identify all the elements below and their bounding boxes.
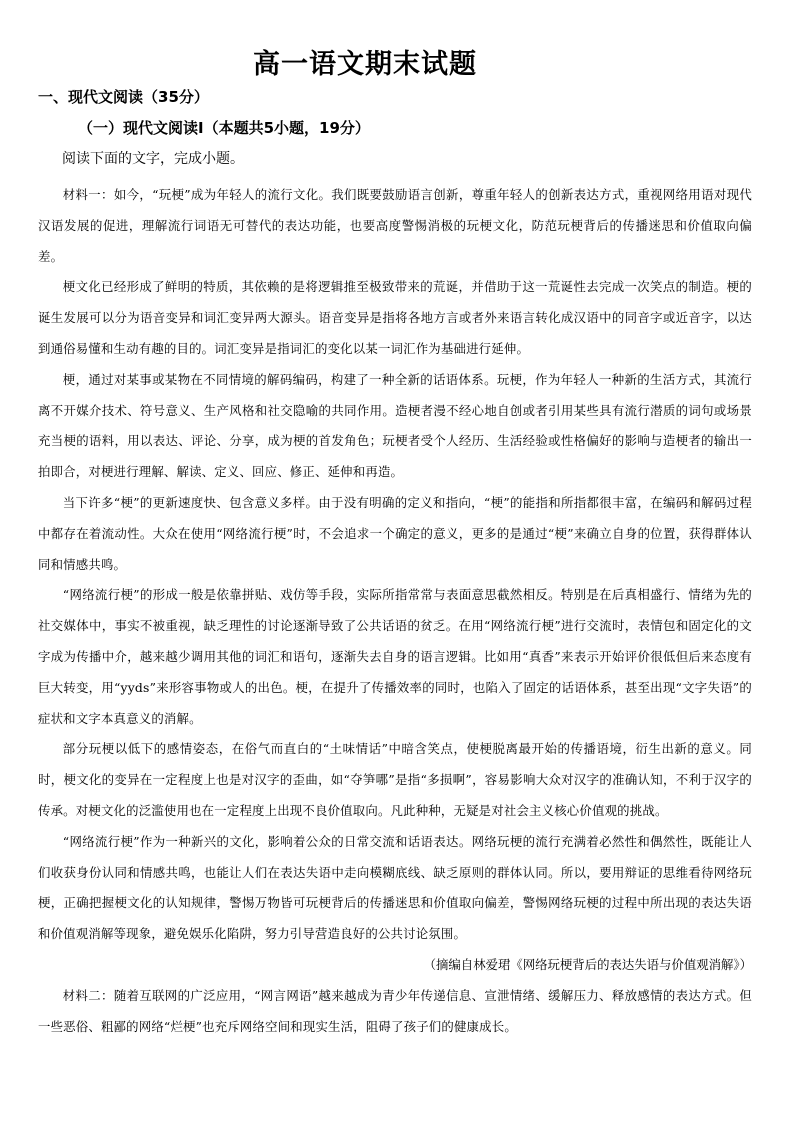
- paragraph: 材料二：随着互联网的广泛应用，“网言网语”越来越成为青少年传递信息、宣泄情绪、缓解压力、释放感情的表达方式。但一些恶俗、粗鄙的网络“烂梗”也充斥网络空间和现实生活，阻碍了孩子们的健康成长。: [38, 987, 752, 1034]
- paragraph: 梗，通过对某事或某物在不同情境的解码编码，构建了一种全新的话语体系。玩梗，作为年轻人一种新的生活方式，其流行离不开媒介技术、符号意义、生产风格和社交隐喻的共同作用。造梗者漫不经心地自创或者引用某些具有流行潜质的词句或场景充当梗的语料，用以表达、评论、分享，成为梗的首发角色；玩梗者受个人经历、生活经验或性格偏好的影响与造梗者的输出一拍即合，对梗进行理解、解读、定义、回应、修正、延伸和再造。: [38, 371, 752, 480]
- reading-passage: [38, 180, 752, 1042]
- instruction-text: 阅读下面的文字，完成小题。: [62, 151, 244, 167]
- paragraph: 材料一：如今，“玩梗”成为年轻人的流行文化。我们既要鼓励语言创新，尊重年轻人的创新表达方式，重视网络用语对现代汉语发展的促进，理解流行词语无可替代的表达功能，也要高度警惕消极的玩梗文化，防范玩梗背后的传播迷思和价值取向偏差。: [38, 187, 752, 264]
- paragraph: “网络流行梗”的形成一般是依靠拼贴、戏仿等手段，实际所指常常与表面意思截然相反。特别是在后真相盛行、情绪为先的社交媒体中，事实不被重视，缺乏理性的讨论逐渐导致了公共话语的贫乏。在用“网络流行梗”进行交流时，表情包和固定化的文字成为传播中介，越来越少调用其他的词汇和语句，逐渐失去自身的语言逻辑。比如用“真香”来表示开始评价很低但后来态度有巨大转变，用“yyds”来形容事物或人的出色。梗，在提升了传播效率的同时，也陷入了固定的话语体系，甚至出现“文字失语”的症状和文字本真意义的消解。: [38, 587, 752, 726]
- paragraph: 当下许多“梗”的更新速度快、包含意义多样。由于没有明确的定义和指向，“梗”的能指和所指都很丰富，在编码和解码过程中都存在着流动性。大众在使用“网络流行梗”时，不会追求一个确定的意义，更多的是通过“梗”来确立自身的位置，获得群体认同和情感共鸣。: [38, 494, 752, 572]
- subsection-heading: （一）现代文阅读Ⅰ（本题共5小题，19分）: [78, 119, 370, 137]
- paragraph: “网络流行梗”作为一种新兴的文化，影响着公众的日常交流和话语表达。网络玩梗的流行充满着必然性和偶然性，既能让人们收获身份认同和情感共鸣，也能让人们在表达失语中走向模糊底线、缺乏原则的群体认同。所以，要用辩证的思维看待网络玩梗，正确把握梗文化的认知规律，警惕万物皆可玩梗背后的传播迷思和价值取向偏差，警惕网络玩梗的过程中所出现的表达失语和价值观消解等现象，避免娱乐化陷阱，努力引导营造良好的公共讨论氛围。: [38, 833, 752, 942]
- section-heading: 一、现代文阅读（35分）: [38, 88, 209, 106]
- source-citation: （摘编自林爱珺《网络玩梗背后的表达失语与价值观消解》）: [423, 956, 752, 972]
- paragraph: 部分玩梗以低下的感情姿态，在俗气而直白的“土味情话”中暗含笑点，使梗脱离最开始的传播语境，衍生出新的意义。同时，梗文化的变异在一定程度上也是对汉字的歪曲，如“夺笋哪”是指“多损啊”，容易影响大众对汉字的准确认知，不利于汉字的传承。对梗文化的泛滥使用也在一定程度上出现不良价值取向。凡此种种，无疑是对社会主义核心价值观的挑战。: [38, 741, 752, 818]
- paragraph: 梗文化已经形成了鲜明的特质，其依赖的是将逻辑推至极致带来的荒诞，并借助于这一荒诞性去完成一次笑点的制造。梗的诞生发展可以分为语音变异和词汇变异两大源头。语音变异是指将各地方言或者外来语言转化成汉语中的同音字或近音字，以达到通俗易懂和生动有趣的目的。词汇变异是指词汇的变化以某一词汇作为基础进行延伸。: [38, 279, 752, 356]
- page-title: 高一语文期末试题: [253, 49, 477, 80]
